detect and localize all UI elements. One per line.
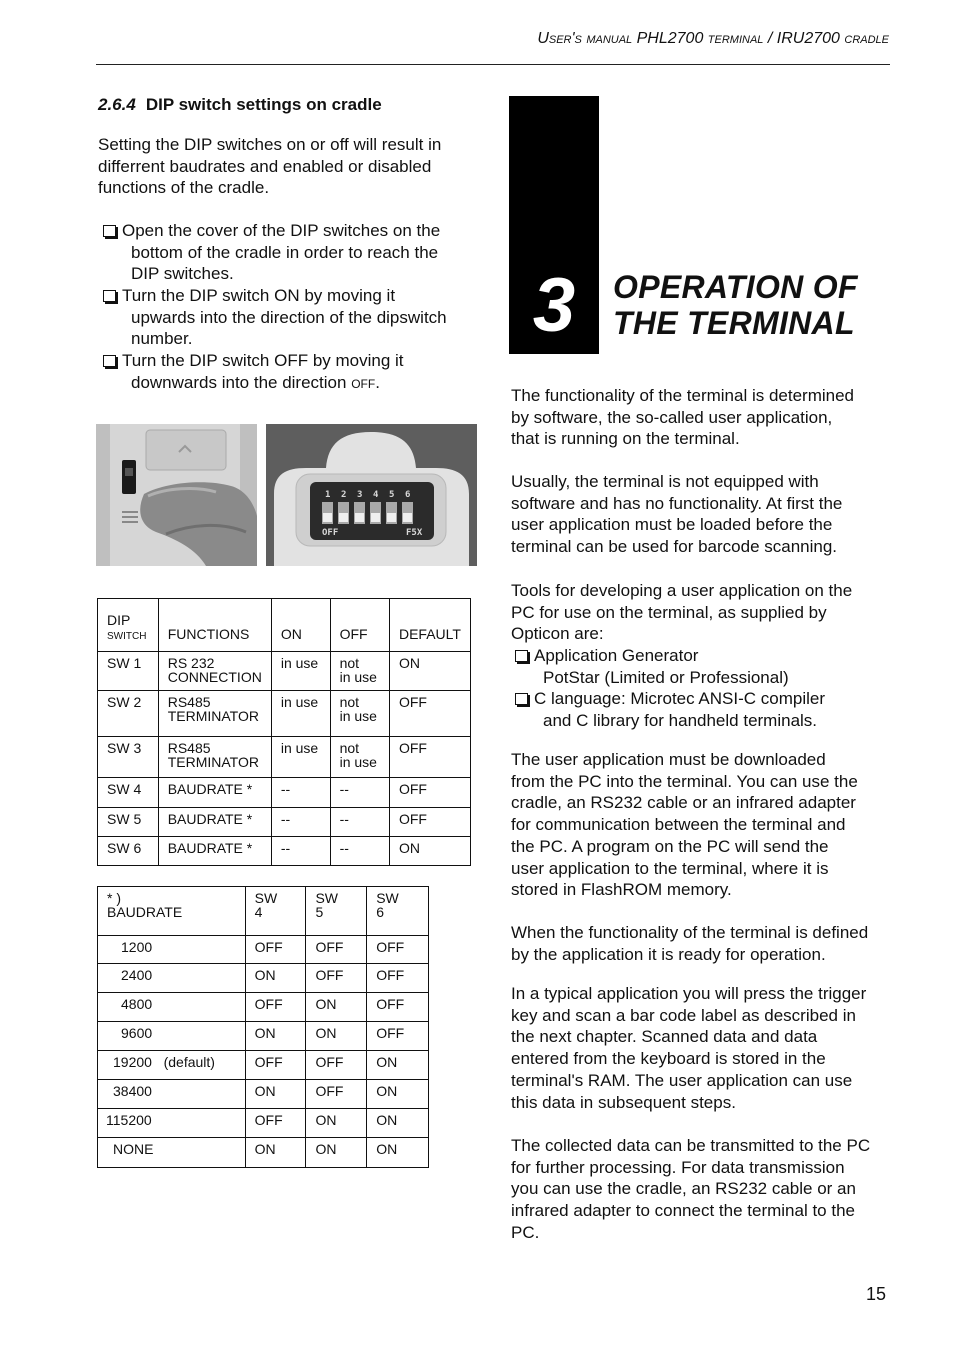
table-row <box>98 964 429 993</box>
table-cell: OFF <box>389 691 470 737</box>
table-cell: -- <box>330 808 389 837</box>
bullet-box-icon <box>103 355 116 367</box>
table-cell: OFF <box>367 936 429 964</box>
table-cell: 4800 <box>98 993 246 1022</box>
table-cell: ON <box>389 652 470 691</box>
dip-number: 2 <box>341 490 347 500</box>
dip-number: 6 <box>405 490 411 500</box>
header-cell: ON <box>271 599 330 652</box>
paragraph-line: the PC. A program on the PC will send the <box>511 836 829 856</box>
header-cell: FUNCTIONS <box>158 599 271 652</box>
page-number: 15 <box>866 1284 887 1304</box>
paragraph-line: Usually, the terminal is not equipped with <box>511 472 819 491</box>
dip-number: 3 <box>357 490 363 500</box>
table-cell: SW 5 <box>98 808 159 837</box>
dip-number: 4 <box>373 490 379 500</box>
table-cell: OFF <box>367 964 429 993</box>
dip-switch-closeup-photo <box>266 424 477 566</box>
paragraph-line: In a typical application you will press the trigger <box>511 984 867 1003</box>
paragraph-line: Opticon are: <box>511 624 604 644</box>
table-row <box>98 1022 429 1051</box>
header-cradle-label: cradle <box>844 30 889 47</box>
paragraph-line: user application must be loaded before the <box>511 515 833 535</box>
table-cell: not in use <box>330 691 389 737</box>
table-cell: OFF <box>245 993 306 1022</box>
section-heading <box>98 95 382 115</box>
table-row <box>98 778 471 808</box>
step-line: DIP switches. <box>131 264 234 284</box>
table-cell: in use <box>271 691 330 737</box>
table-cell: ON <box>245 1022 306 1051</box>
paragraph-line: from the PC into the terminal. You can use the <box>511 771 858 791</box>
table-cell: SW 2 <box>98 691 159 737</box>
dip-function-table <box>97 598 471 866</box>
table-cell: ON <box>367 1080 429 1109</box>
paragraph-line: you can use the cradle, an RS232 cable or an <box>511 1179 856 1199</box>
chapter-title-line: OPERATION OF <box>613 269 858 305</box>
dip-brand-label: F5X <box>406 528 423 538</box>
table-cell: ON <box>367 1109 429 1138</box>
tool-line: Application Generator <box>534 646 699 665</box>
intro-paragraph <box>98 134 441 199</box>
table-cell: ON <box>389 837 470 866</box>
intro-line: differrent baudrates and enabled or disabled <box>98 156 432 176</box>
table-cell: RS 232 CONNECTION <box>158 652 271 691</box>
paragraph-line: When the functionality of the terminal is defined <box>511 923 869 942</box>
table-cell: ON <box>306 1109 367 1138</box>
paragraph-line: PC for use on the terminal, as supplied by <box>511 602 827 622</box>
table-row <box>98 691 471 737</box>
header-switch: switch <box>107 626 147 642</box>
table-row <box>98 837 471 866</box>
paragraph-line: infrared adapter to connect the terminal to the <box>511 1201 855 1221</box>
table-cell: 115200 <box>98 1109 246 1138</box>
header-cell: DEFAULT <box>389 599 470 652</box>
table-cell: not in use <box>330 652 389 691</box>
table-cell: OFF <box>306 936 367 964</box>
body-paragraph <box>511 471 842 558</box>
chapter-number: 3 <box>532 263 576 348</box>
table-cell: OFF <box>389 808 470 837</box>
header-dip: DIP <box>107 612 131 628</box>
table-cell: ON <box>245 964 306 993</box>
table-row <box>98 652 471 691</box>
intro-line: Setting the DIP switches on or off will result in <box>98 135 442 154</box>
intro-line: functions of the cradle. <box>98 178 270 198</box>
header-terminal-label: terminal <box>707 30 764 47</box>
header-rule <box>96 64 890 65</box>
table-header-row <box>98 887 429 936</box>
table-cell: BAUDRATE * <box>158 837 271 866</box>
step-line: downwards into the direction <box>131 372 347 392</box>
step-item <box>100 285 447 350</box>
step-line: Turn the DIP switch ON by moving it <box>122 286 396 305</box>
chapter-title-line: THE TERMINAL <box>613 305 855 341</box>
body-paragraph <box>511 983 866 1113</box>
body-paragraph <box>511 922 868 965</box>
body-paragraph <box>511 385 854 450</box>
bullet-box-icon <box>515 693 528 705</box>
step-item <box>100 220 440 285</box>
paragraph-line: this data in subsequent steps. <box>511 1092 736 1112</box>
table-cell: ON <box>306 1022 367 1051</box>
table-cell: OFF <box>306 1080 367 1109</box>
table-cell: 38400 <box>98 1080 246 1109</box>
table-cell: -- <box>271 808 330 837</box>
paragraph-line: The functionality of the terminal is determined <box>511 386 855 405</box>
table-cell: not in use <box>330 737 389 778</box>
header-terminal-model: PHL2700 <box>636 30 704 47</box>
table-row <box>98 936 429 964</box>
body-paragraph <box>511 749 858 901</box>
header-manual-label: User's manual <box>537 30 633 47</box>
table-cell: -- <box>330 837 389 866</box>
step-line: Open the cover of the DIP switches on the <box>122 221 441 240</box>
paragraph-line: the next chapter. Scanned data and data <box>511 1027 818 1047</box>
table-cell: -- <box>271 778 330 808</box>
table-row <box>98 1109 429 1138</box>
paragraph-line: by the application it is ready for operation. <box>511 944 826 964</box>
table-row <box>98 1080 429 1109</box>
chapter-title <box>613 269 858 341</box>
table-cell: ON <box>367 1051 429 1080</box>
table-header-row <box>98 599 471 652</box>
cradle-bottom-photo <box>96 424 257 566</box>
tool-line: and C library for handheld terminals. <box>543 710 818 730</box>
table-cell: SW 6 <box>98 837 159 866</box>
table-cell: 9600 <box>98 1022 246 1051</box>
table-cell: RS485 TERMINATOR <box>158 691 271 737</box>
table-row <box>98 993 429 1022</box>
step-line: number. <box>131 329 193 349</box>
table-cell: ON <box>245 1080 306 1109</box>
step-line: Turn the DIP switch OFF by moving it <box>122 351 404 370</box>
dip-number: 5 <box>389 490 395 500</box>
header-cell: OFF <box>330 599 389 652</box>
table-cell: 2400 <box>98 964 246 993</box>
paragraph-line: terminal's RAM. The user application can use <box>511 1070 853 1090</box>
paragraph-line: terminal can be used for barcode scanning. <box>511 537 838 557</box>
table-cell: RS485 TERMINATOR <box>158 737 271 778</box>
header-cell: SW 4 <box>245 887 306 936</box>
table-cell: 1200 <box>98 936 246 964</box>
paragraph-line: PC. <box>511 1222 540 1242</box>
table-row <box>98 1051 429 1080</box>
header-cell <box>98 599 159 652</box>
paragraph-line: The collected data can be transmitted to the PC <box>511 1136 871 1155</box>
header-cell: SW 5 <box>306 887 367 936</box>
paragraph-line: entered from the keyboard is stored in the <box>511 1049 826 1069</box>
table-cell: ON <box>306 993 367 1022</box>
step-line: bottom of the cradle in order to reach the <box>131 242 439 262</box>
table-cell: OFF <box>306 964 367 993</box>
table-cell: OFF <box>245 936 306 964</box>
section-number: 2.6.4 <box>98 95 136 114</box>
paragraph-line: Tools for developing a user application on the <box>511 581 853 600</box>
tool-item <box>513 688 825 731</box>
bullet-box-icon <box>515 650 528 662</box>
table-cell: -- <box>271 837 330 866</box>
paragraph-line: for further processing. For data transmission <box>511 1157 845 1177</box>
table-cell: ON <box>245 1138 306 1168</box>
paragraph-line: key and scan a bar code label as described in <box>511 1005 856 1025</box>
table-row <box>98 1138 429 1168</box>
running-header <box>96 30 889 48</box>
table-cell: OFF <box>389 778 470 808</box>
paragraph-line: that is running on the terminal. <box>511 429 740 449</box>
chapter-number-block <box>509 96 599 354</box>
table-cell: ON <box>306 1138 367 1168</box>
table-cell: SW 4 <box>98 778 159 808</box>
cradle-hand-illustration <box>96 424 257 566</box>
tool-line: PotStar (Limited or Professional) <box>543 667 789 687</box>
table-cell: OFF <box>367 1022 429 1051</box>
table-cell: OFF <box>245 1051 306 1080</box>
table-cell: in use <box>271 737 330 778</box>
dip-number: 1 <box>325 490 331 500</box>
table-cell: in use <box>271 652 330 691</box>
tool-item <box>513 645 789 688</box>
paragraph-line: user application to the terminal, where it is <box>511 858 829 878</box>
table-cell: OFF <box>389 737 470 778</box>
baudrate-table <box>97 886 429 1168</box>
table-cell: OFF <box>367 993 429 1022</box>
table-cell: SW 1 <box>98 652 159 691</box>
dip-off-label: OFF <box>322 528 339 538</box>
paragraph-line: stored in FlashROM memory. <box>511 880 732 900</box>
table-cell: BAUDRATE * <box>158 808 271 837</box>
table-cell: 19200 (default) <box>98 1051 246 1080</box>
paragraph-line: for communication between the terminal and <box>511 815 846 835</box>
table-row <box>98 737 471 778</box>
step-line: upwards into the direction of the dipswitch <box>131 307 447 327</box>
bullet-box-icon <box>103 225 116 237</box>
paragraph-line: software and has no functionality. At first the <box>511 493 843 513</box>
bullet-box-icon <box>103 290 116 302</box>
dip-switch-illustration <box>266 424 477 566</box>
table-cell: OFF <box>306 1051 367 1080</box>
table-cell: NONE <box>98 1138 246 1168</box>
header-cell: * ) BAUDRATE <box>98 887 246 936</box>
off-direction-label: off <box>351 372 376 392</box>
paragraph-line: The user application must be downloaded <box>511 750 826 769</box>
table-cell: ON <box>367 1138 429 1168</box>
table-cell: -- <box>330 778 389 808</box>
paragraph-line: cradle, an RS232 cable or an infrared adapter <box>511 793 856 813</box>
paragraph-line: by software, the so-called user application, <box>511 407 833 427</box>
body-paragraph <box>511 1135 870 1244</box>
table-cell: BAUDRATE * <box>158 778 271 808</box>
header-cradle-model: / IRU2700 <box>767 30 840 47</box>
table-row <box>98 808 471 837</box>
table-cell: OFF <box>245 1109 306 1138</box>
section-title: DIP switch settings on cradle <box>145 95 382 114</box>
table-cell: SW 3 <box>98 737 159 778</box>
step-line-end: . <box>375 372 380 392</box>
step-item <box>100 350 404 393</box>
body-paragraph <box>511 580 852 645</box>
tool-line: C language: Microtec ANSI-C compiler <box>534 689 826 708</box>
header-cell: SW 6 <box>367 887 429 936</box>
